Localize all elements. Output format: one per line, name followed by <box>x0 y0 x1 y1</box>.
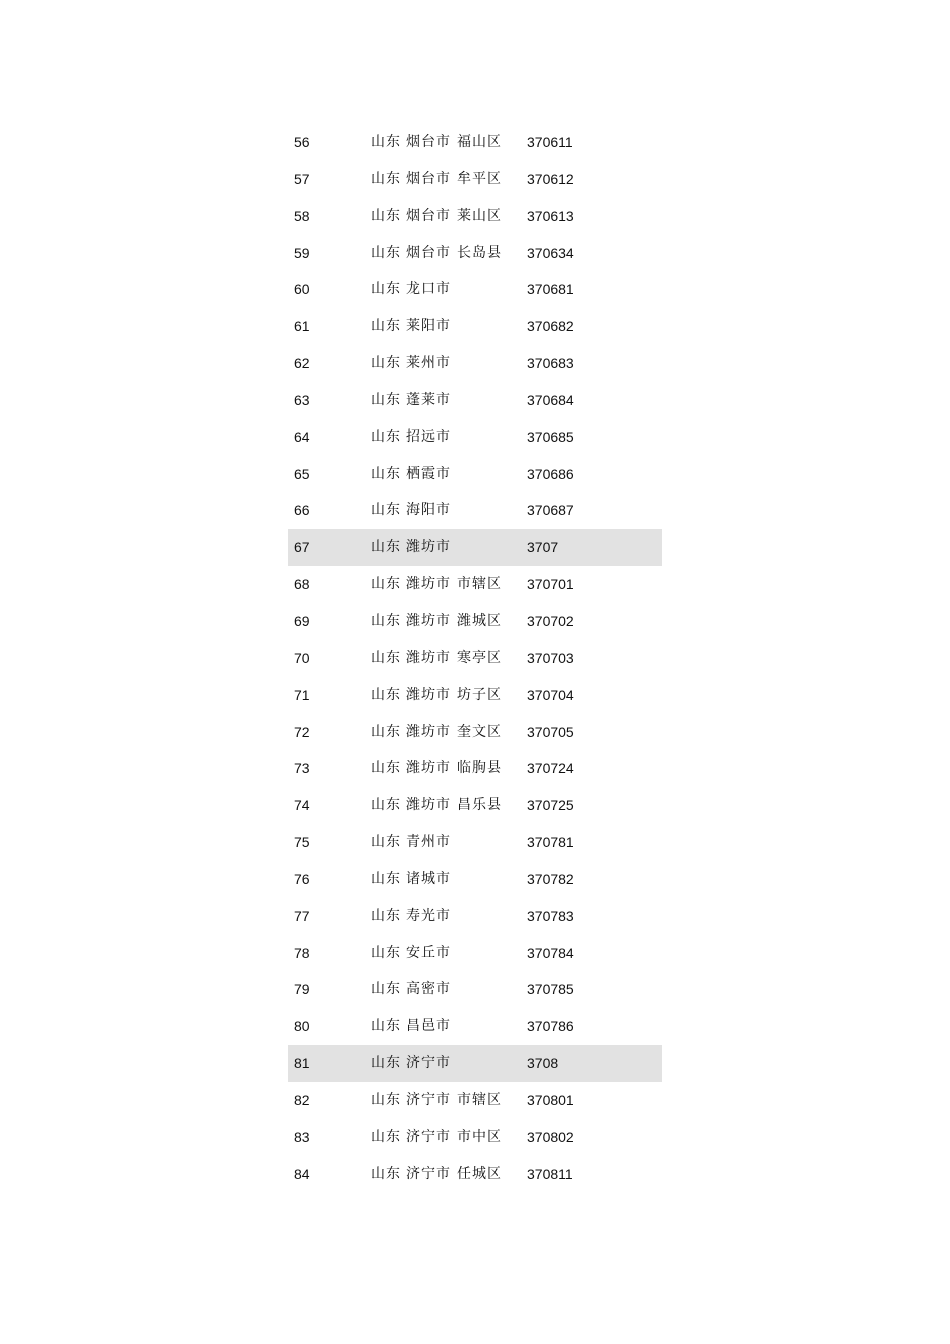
region-code-cell: 370705 <box>527 723 574 740</box>
row-number: 72 <box>294 723 310 740</box>
row-number: 81 <box>294 1055 310 1072</box>
table-row <box>288 714 662 751</box>
city-cell: 莱阳市 <box>406 318 451 335</box>
region-code-cell: 370783 <box>527 907 574 924</box>
district-cell: 莱山区 <box>457 207 502 224</box>
district-cell: 市辖区 <box>457 576 502 593</box>
table-row <box>288 308 662 345</box>
table-row <box>288 456 662 493</box>
region-code-cell: 370725 <box>527 797 574 814</box>
region-code-cell: 370683 <box>527 355 574 372</box>
city-cell: 龙口市 <box>406 281 451 298</box>
region-code-cell: 370782 <box>527 870 574 887</box>
province-cell: 山东 <box>371 539 401 556</box>
row-number: 58 <box>294 207 310 224</box>
row-number: 59 <box>294 244 310 261</box>
table-row <box>288 235 662 272</box>
province-cell: 山东 <box>371 981 401 998</box>
city-cell: 栖霞市 <box>406 465 451 482</box>
city-cell: 济宁市 <box>406 1165 451 1182</box>
table-row <box>288 124 662 161</box>
city-cell: 潍坊市 <box>406 686 451 703</box>
province-cell: 山东 <box>371 355 401 372</box>
row-number: 82 <box>294 1091 310 1108</box>
city-cell: 诸城市 <box>406 870 451 887</box>
city-cell: 青州市 <box>406 834 451 851</box>
table-row <box>288 898 662 935</box>
province-cell: 山东 <box>371 502 401 519</box>
row-number: 56 <box>294 134 310 150</box>
city-cell: 昌邑市 <box>406 1018 451 1035</box>
region-code-cell: 370681 <box>527 281 574 298</box>
province-cell: 山东 <box>371 1055 401 1072</box>
province-cell: 山东 <box>371 134 401 150</box>
table-row <box>288 529 662 566</box>
table-row <box>288 787 662 824</box>
city-cell: 济宁市 <box>406 1128 451 1145</box>
row-number: 57 <box>294 170 310 187</box>
province-cell: 山东 <box>371 1165 401 1182</box>
province-cell: 山东 <box>371 797 401 814</box>
table-row <box>288 640 662 677</box>
region-code-cell: 370702 <box>527 612 574 629</box>
table-row <box>288 1045 662 1082</box>
province-cell: 山东 <box>371 576 401 593</box>
row-number: 64 <box>294 428 310 445</box>
region-code-cell: 370701 <box>527 576 574 593</box>
city-cell: 济宁市 <box>406 1091 451 1108</box>
province-cell: 山东 <box>371 1128 401 1145</box>
district-cell: 牟平区 <box>457 170 502 187</box>
province-cell: 山东 <box>371 870 401 887</box>
row-number: 67 <box>294 539 310 556</box>
region-code-cell: 370811 <box>527 1165 573 1182</box>
row-number: 68 <box>294 576 310 593</box>
region-code-cell: 370684 <box>527 391 574 408</box>
city-cell: 烟台市 <box>406 244 451 261</box>
table-row <box>288 419 662 456</box>
row-number: 80 <box>294 1018 310 1035</box>
table-row <box>288 603 662 640</box>
table-row <box>288 345 662 382</box>
row-number: 70 <box>294 649 310 666</box>
region-code-cell: 370687 <box>527 502 574 519</box>
row-number: 69 <box>294 612 310 629</box>
row-number: 60 <box>294 281 310 298</box>
row-number: 66 <box>294 502 310 519</box>
district-cell: 昌乐县 <box>457 797 502 814</box>
table-row <box>288 198 662 235</box>
district-cell: 长岛县 <box>457 244 502 261</box>
region-code-table <box>288 124 662 1192</box>
region-code-cell: 370801 <box>527 1091 574 1108</box>
row-number: 62 <box>294 355 310 372</box>
table-row <box>288 1119 662 1156</box>
row-number: 76 <box>294 870 310 887</box>
city-cell: 安丘市 <box>406 944 451 961</box>
region-code-cell: 370682 <box>527 318 574 335</box>
district-cell: 临朐县 <box>457 760 502 777</box>
table-row <box>288 1008 662 1045</box>
row-number: 65 <box>294 465 310 482</box>
region-code-cell: 370785 <box>527 981 574 998</box>
city-cell: 烟台市 <box>406 134 451 150</box>
row-number: 74 <box>294 797 310 814</box>
region-code-cell: 370612 <box>527 170 574 187</box>
table-row <box>288 1082 662 1119</box>
province-cell: 山东 <box>371 612 401 629</box>
city-cell: 潍坊市 <box>406 797 451 814</box>
table-row <box>288 566 662 603</box>
province-cell: 山东 <box>371 207 401 224</box>
district-cell: 坊子区 <box>457 686 502 703</box>
province-cell: 山东 <box>371 907 401 924</box>
province-cell: 山东 <box>371 170 401 187</box>
table-row <box>288 935 662 972</box>
row-number: 71 <box>294 686 310 703</box>
province-cell: 山东 <box>371 834 401 851</box>
city-cell: 潍坊市 <box>406 649 451 666</box>
region-code-cell: 370634 <box>527 244 574 261</box>
row-number: 78 <box>294 944 310 961</box>
city-cell: 潍坊市 <box>406 612 451 629</box>
district-cell: 市辖区 <box>457 1091 502 1108</box>
table-row <box>288 824 662 861</box>
region-code-cell: 370703 <box>527 649 574 666</box>
district-cell: 福山区 <box>457 134 502 150</box>
city-cell: 高密市 <box>406 981 451 998</box>
city-cell: 潍坊市 <box>406 760 451 777</box>
district-cell: 市中区 <box>457 1128 502 1145</box>
table-row <box>288 861 662 898</box>
city-cell: 潍坊市 <box>406 539 451 556</box>
city-cell: 潍坊市 <box>406 576 451 593</box>
table-row <box>288 161 662 198</box>
table-row <box>288 677 662 714</box>
province-cell: 山东 <box>371 281 401 298</box>
table-row <box>288 1156 662 1193</box>
row-number: 83 <box>294 1128 310 1145</box>
city-cell: 烟台市 <box>406 207 451 224</box>
table-row <box>288 750 662 787</box>
row-number: 63 <box>294 391 310 408</box>
table-row <box>288 382 662 419</box>
district-cell: 奎文区 <box>457 723 502 740</box>
province-cell: 山东 <box>371 723 401 740</box>
province-cell: 山东 <box>371 1018 401 1035</box>
region-code-cell: 370704 <box>527 686 574 703</box>
city-cell: 烟台市 <box>406 170 451 187</box>
province-cell: 山东 <box>371 244 401 261</box>
province-cell: 山东 <box>371 428 401 445</box>
province-cell: 山东 <box>371 1091 401 1108</box>
table-row <box>288 271 662 308</box>
district-cell: 任城区 <box>457 1165 502 1182</box>
row-number: 75 <box>294 834 310 851</box>
city-cell: 济宁市 <box>406 1055 451 1072</box>
city-cell: 海阳市 <box>406 502 451 519</box>
province-cell: 山东 <box>371 760 401 777</box>
table-row <box>288 492 662 529</box>
row-number: 61 <box>294 318 310 335</box>
city-cell: 寿光市 <box>406 907 451 924</box>
region-code-cell: 370613 <box>527 207 574 224</box>
district-cell: 寒亭区 <box>457 649 502 666</box>
region-code-cell: 3707 <box>527 539 559 556</box>
region-code-cell: 370724 <box>527 760 574 777</box>
row-number: 84 <box>294 1165 310 1182</box>
row-number: 77 <box>294 907 310 924</box>
row-number: 79 <box>294 981 310 998</box>
region-code-cell: 3708 <box>527 1055 559 1072</box>
city-cell: 潍坊市 <box>406 723 451 740</box>
province-cell: 山东 <box>371 391 401 408</box>
province-cell: 山东 <box>371 649 401 666</box>
region-code-cell: 370685 <box>527 428 574 445</box>
city-cell: 蓬莱市 <box>406 391 451 408</box>
region-code-cell: 370786 <box>527 1018 574 1035</box>
region-code-cell: 370611 <box>527 134 573 150</box>
region-code-cell: 370784 <box>527 944 574 961</box>
region-code-cell: 370781 <box>527 834 574 851</box>
region-code-cell: 370686 <box>527 465 574 482</box>
city-cell: 莱州市 <box>406 355 451 372</box>
row-number: 73 <box>294 760 310 777</box>
district-cell: 潍城区 <box>457 612 502 629</box>
province-cell: 山东 <box>371 944 401 961</box>
province-cell: 山东 <box>371 465 401 482</box>
province-cell: 山东 <box>371 686 401 703</box>
region-code-cell: 370802 <box>527 1128 574 1145</box>
city-cell: 招远市 <box>406 428 451 445</box>
province-cell: 山东 <box>371 318 401 335</box>
table-row <box>288 971 662 1008</box>
